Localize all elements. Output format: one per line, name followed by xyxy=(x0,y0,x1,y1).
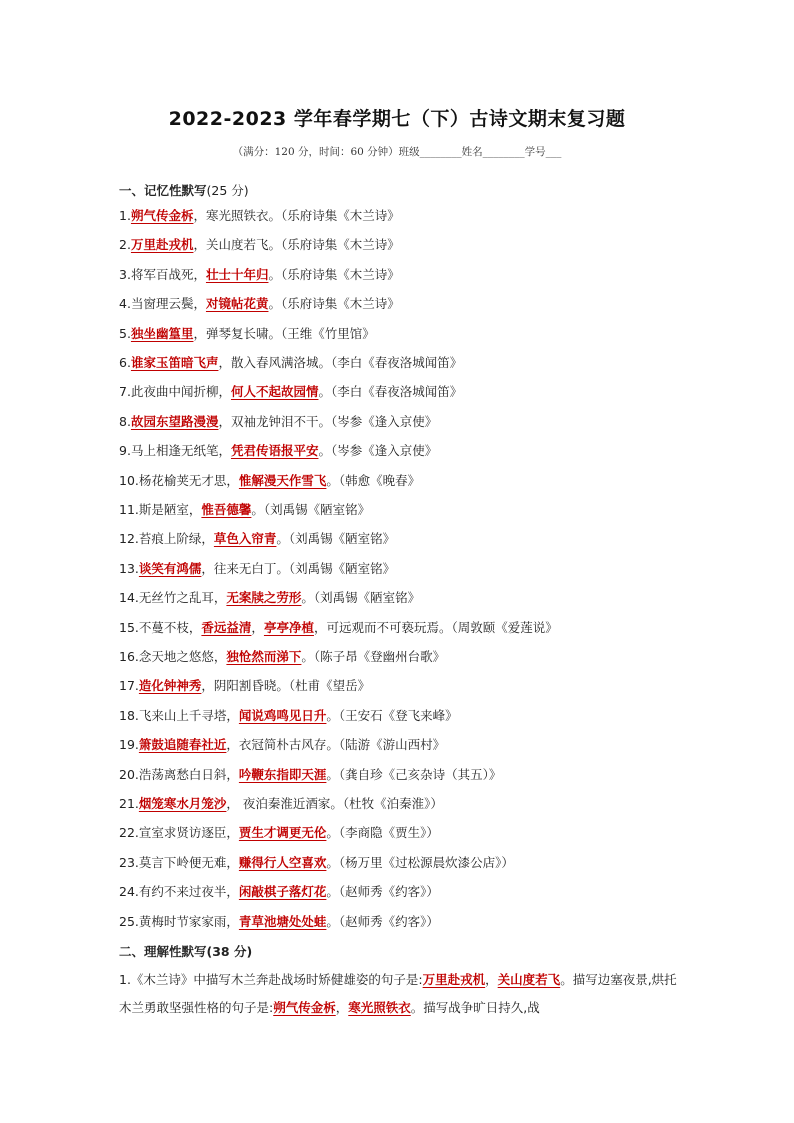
prompt-text: ， xyxy=(335,1000,349,1015)
question-number: 3. xyxy=(119,266,131,282)
answer-text: 谁家玉笛暗飞声 xyxy=(130,355,219,370)
page-title: 2022-2023 学年春学期七（下）古诗文期末复习题 xyxy=(168,108,626,130)
question-number: 5. xyxy=(119,325,131,341)
prompt-text: 。（刘禹锡《陋室铭》 xyxy=(251,502,371,517)
answer-text: 故园东望路漫漫 xyxy=(130,413,219,429)
answer-text: 朔气传金柝 xyxy=(273,1000,336,1015)
answer-text: 独怆然而涕下 xyxy=(226,649,302,664)
answer-text: 烟笼寒水月笼沙 xyxy=(138,796,227,811)
answer-text: 朔气传金柝 xyxy=(130,208,194,223)
answer-text: 吟鞭东指即天涯 xyxy=(238,766,327,782)
question-item xyxy=(119,882,689,900)
answer-text: 凭君传语报平安 xyxy=(230,443,319,459)
prompt-text: 。（赵师秀《约客》） xyxy=(326,913,439,929)
answer-text: 赚得行人空喜欢 xyxy=(238,854,327,870)
question-number: 6. xyxy=(119,355,131,370)
question-number: 11. xyxy=(119,502,139,517)
prompt-text: ，往来无白丁。（刘禹锡《陋室铭》 xyxy=(201,560,396,576)
question-item xyxy=(119,353,689,371)
question-item xyxy=(119,588,689,606)
prompt-text: 黄梅时节家家雨， xyxy=(138,913,239,929)
section-score: (25 分) xyxy=(206,183,249,198)
prompt-text: 。（杨万里《过松源晨炊漆公店》） xyxy=(326,854,514,870)
prompt-text: 马上相逢无纸笔， xyxy=(130,443,231,459)
answer-text: 造化钟神秀 xyxy=(138,678,202,694)
question-number: 25. xyxy=(119,913,139,929)
prompt-text: 。（岑参《逢入京使》 xyxy=(318,443,438,459)
prompt-text: 。描写战争旷日持久,战 xyxy=(410,1000,540,1015)
prompt-text: 苔痕上阶绿， xyxy=(138,531,214,547)
prompt-text: ，关山度若飞。（乐府诗集《木兰诗》 xyxy=(193,237,400,253)
prompt-text: 将军百战死， xyxy=(130,266,206,282)
prompt-text: 当窗理云鬓， xyxy=(130,296,206,312)
section-heading-memory xyxy=(119,181,249,199)
question-number: 20. xyxy=(119,766,139,782)
comprehension-question xyxy=(119,966,679,1022)
answer-text: 贾生才调更无伦 xyxy=(238,825,327,841)
question-number: 12. xyxy=(119,531,139,547)
question-number: 13. xyxy=(119,560,139,576)
prompt-text: 莫言下岭便无难， xyxy=(138,854,239,870)
prompt-text: ，阴阳割昏晓。（杜甫《望岳》 xyxy=(201,678,371,694)
question-item xyxy=(119,912,689,930)
prompt-text: 。（乐府诗集《木兰诗》 xyxy=(268,266,400,282)
question-number: 22. xyxy=(119,825,139,841)
prompt-text: 。（赵师秀《约客》） xyxy=(326,884,439,900)
question-item xyxy=(119,529,689,547)
question-item xyxy=(119,823,689,841)
question-number: 1. xyxy=(119,208,131,223)
answer-text: 闻说鸡鸣见日升 xyxy=(238,707,327,723)
prompt-text: 。（陈子昂《登幽州台歌》 xyxy=(301,649,446,664)
prompt-text: 。（刘禹锡《陋室铭》 xyxy=(276,531,396,547)
answer-text: 独坐幽篁里 xyxy=(130,325,194,341)
answer-text: 亭亭净植 xyxy=(263,619,314,635)
answer-text: 青草池塘处处蛙 xyxy=(238,913,327,929)
prompt-text: 。（李商隐《贾生》） xyxy=(326,825,439,841)
answer-text: 闲敲棋子落灯花 xyxy=(238,884,327,900)
question-item xyxy=(119,206,689,224)
question-item xyxy=(119,676,689,694)
question-item xyxy=(119,853,689,871)
section-heading-understanding xyxy=(119,942,252,960)
answer-text: 何人不起故园情 xyxy=(230,384,319,400)
question-number: 21. xyxy=(119,796,139,811)
question-item xyxy=(119,441,689,459)
question-item xyxy=(119,706,689,724)
question-item xyxy=(119,559,689,577)
answer-text: 万里赴戎机 xyxy=(130,237,194,253)
prompt-text: 念天地之悠悠， xyxy=(138,649,227,664)
prompt-text: 。（李白《春夜洛城闻笛》 xyxy=(318,384,463,400)
prompt-text: ，弹琴复长啸。（王维《竹里馆》 xyxy=(193,325,375,341)
question-item xyxy=(119,324,689,342)
prompt-text: 。（乐府诗集《木兰诗》 xyxy=(268,296,400,312)
answer-text: 香远益清 xyxy=(201,619,252,635)
question-item xyxy=(119,265,689,283)
question-number: 7. xyxy=(119,384,131,400)
prompt-text: 有约不来过夜半， xyxy=(138,884,239,900)
section-score: (38 分) xyxy=(206,944,253,959)
answer-text: 对镜帖花黄 xyxy=(205,296,269,312)
prompt-text: ，双袖龙钟泪不干。（岑参《逢入京使》 xyxy=(218,413,438,429)
question-item xyxy=(119,647,689,665)
prompt-text: 飞来山上千寻塔， xyxy=(138,707,239,723)
question-number: 8. xyxy=(119,413,131,429)
question-item xyxy=(119,500,689,518)
prompt-text: 1.《木兰诗》中描写木兰奔赴战场时矫健雄姿的句子是: xyxy=(119,972,423,987)
question-number: 19. xyxy=(119,737,139,753)
prompt-text: 不蔓不枝， xyxy=(138,619,202,635)
prompt-text: ，衣冠简朴古风存。（陆游《游山西村》 xyxy=(226,737,446,753)
question-item xyxy=(119,294,689,312)
prompt-text: 斯是陋室， xyxy=(138,502,202,517)
section-label: 一、记忆性默写 xyxy=(119,183,207,198)
answer-text: 万里赴戎机 xyxy=(422,972,486,987)
answer-text: 关山度若飞 xyxy=(497,972,561,987)
answer-text: 草色入帘青 xyxy=(213,531,277,547)
exam-info-line: （满分：120 分，时间：60 分钟）班级________姓名________学号___ xyxy=(232,146,562,158)
prompt-text: 。（韩愈《晚春》 xyxy=(326,472,421,488)
question-number: 14. xyxy=(119,590,139,606)
question-item xyxy=(119,735,689,753)
question-item xyxy=(119,412,689,430)
question-number: 18. xyxy=(119,707,139,723)
section-label: 二、理解性默写 xyxy=(119,944,207,959)
question-number: 2. xyxy=(119,237,131,253)
prompt-text: ，散入春风满洛城。（李白《春夜洛城闻笛》 xyxy=(218,355,463,370)
prompt-text: 。描写边塞夜景,烘托木兰勇敢坚强性格的句子是: xyxy=(119,972,677,1015)
prompt-text: ， xyxy=(251,619,264,635)
prompt-text: 。（王安石《登飞来峰》 xyxy=(326,707,458,723)
answer-text: 惟吾德馨 xyxy=(201,502,252,517)
answer-text: 壮士十年归 xyxy=(205,266,269,282)
prompt-text: ， 夜泊秦淮近酒家。（杜牧《泊秦淮》） xyxy=(226,796,443,811)
answer-text: 无案牍之劳形 xyxy=(226,590,302,606)
prompt-text: ， xyxy=(485,972,498,987)
prompt-text: 此夜曲中闻折柳， xyxy=(130,384,231,400)
question-number: 16. xyxy=(119,649,139,664)
question-item xyxy=(119,765,689,783)
question-number: 10. xyxy=(119,472,139,488)
question-number: 4. xyxy=(119,296,131,312)
answer-text: 寒光照铁衣 xyxy=(348,1000,411,1015)
question-item xyxy=(119,382,689,400)
question-item xyxy=(119,618,689,636)
question-number: 24. xyxy=(119,884,139,900)
prompt-text: 。（刘禹锡《陋室铭》 xyxy=(301,590,421,606)
prompt-text: 无丝竹之乱耳， xyxy=(138,590,227,606)
question-item xyxy=(119,471,689,489)
answer-text: 谈笑有鸿儒 xyxy=(138,560,202,576)
answer-text: 箫鼓追随春社近 xyxy=(138,737,227,753)
prompt-text: 宣室求贤访逐臣， xyxy=(138,825,239,841)
prompt-text: 杨花榆荚无才思， xyxy=(138,472,239,488)
prompt-text: 。（龚自珍《己亥杂诗（其五）》 xyxy=(326,766,502,782)
prompt-text: 浩荡离愁白日斜， xyxy=(138,766,239,782)
question-item xyxy=(119,794,689,812)
question-number: 15. xyxy=(119,619,139,635)
question-item xyxy=(119,235,689,253)
question-number: 17. xyxy=(119,678,139,694)
answer-text: 惟解漫天作雪飞 xyxy=(238,472,327,488)
question-number: 23. xyxy=(119,854,139,870)
prompt-text: ，可远观而不可亵玩焉。（周敦颐《爱莲说》 xyxy=(313,619,558,635)
prompt-text: ，寒光照铁衣。（乐府诗集《木兰诗》 xyxy=(193,208,400,223)
question-number: 9. xyxy=(119,443,131,459)
